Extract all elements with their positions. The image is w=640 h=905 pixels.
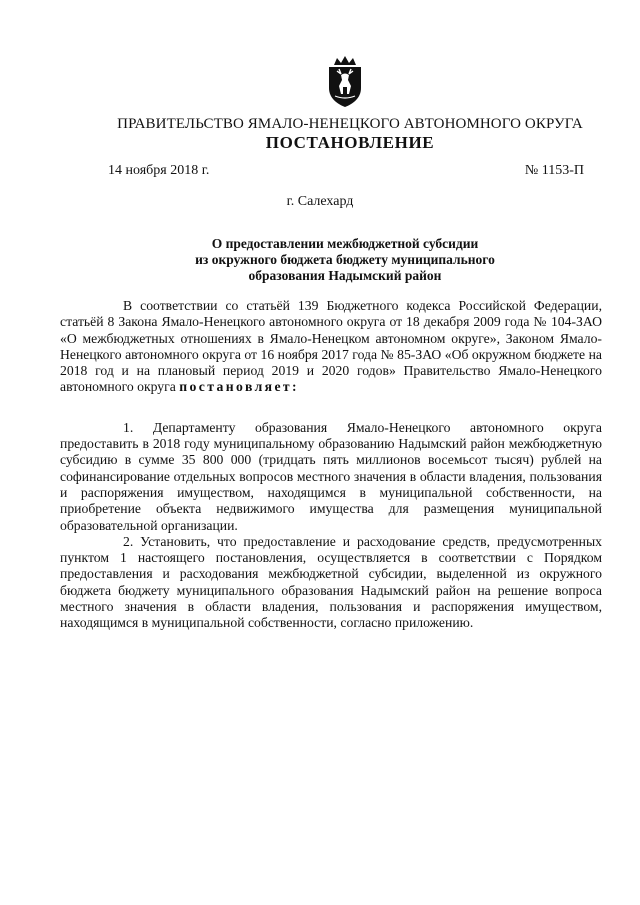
yamal-nenets-coat-of-arms-icon xyxy=(325,56,365,108)
item-1-paragraph: 1. Департаменту образования Ямало-Ненецкого автономного округа предоставить в 2018 году муниципальному образованию Надымский район межбюджетную субсидию в сумме 35 800 000 (тридцать пять миллионов восемьсот тысяч) рублей на софинансирование отдельных вопросов местного значения в области владения, пользования и распоряжения имуществом, находящимся в муниципальной собственности, на приобретение объекта недвижимого имущества для размещения муниципальной образовательной организации. xyxy=(60,419,602,533)
document-title xyxy=(130,236,560,284)
document-number: № 1153-П xyxy=(524,163,584,178)
document-type: ПОСТАНОВЛЕНИЕ xyxy=(265,133,435,152)
item-2-paragraph: 2. Установить, что предоставление и расходование средств, предусмотренных пунктом 1 настоящего постановления, осуществляется в соответствии с Порядком предоставления и расходования межбюджетной субсидии, выделенной из окружного бюджета бюджету муниципального образования Надымский район на решение вопроса местного значения в области владения, пользования и распоряжения имуществом, находящимся в муниципальной собственности, согласно приложению. xyxy=(60,533,602,631)
title-line: из окружного бюджета бюджету муниципального xyxy=(195,252,495,267)
document-date: 14 ноября 2018 г. xyxy=(108,163,210,178)
document-city: г. Салехард xyxy=(286,194,354,209)
preamble-paragraph xyxy=(60,298,602,396)
title-line: О предоставлении межбюджетной субсидии xyxy=(211,236,479,251)
title-line: образования Надымский район xyxy=(248,268,442,283)
resolves-word: постановляет: xyxy=(179,379,300,395)
organization-name: ПРАВИТЕЛЬСТВО ЯМАЛО-НЕНЕЦКОГО АВТОНОМНОГО ОКРУГА xyxy=(117,116,583,132)
document-body xyxy=(60,298,602,632)
preamble-text: В соответствии со статьёй 139 Бюджетного кодекса Российской Федерации, статьёй 8 Закона Ямало-Ненецкого автономного округа от 18 декабря 2009 года № 104-ЗАО «О межбюджетных отношениях в Ямало-Ненецком автономном округе», Законом Ямало-Ненецкого автономного округа от 16 ноября 2017 года № 85-ЗАО «Об окружном бюджете на 2018 год и на плановый период 2019 и 2020 годов» Правительство Ямало-Ненецкого автономного округа xyxy=(60,298,602,395)
